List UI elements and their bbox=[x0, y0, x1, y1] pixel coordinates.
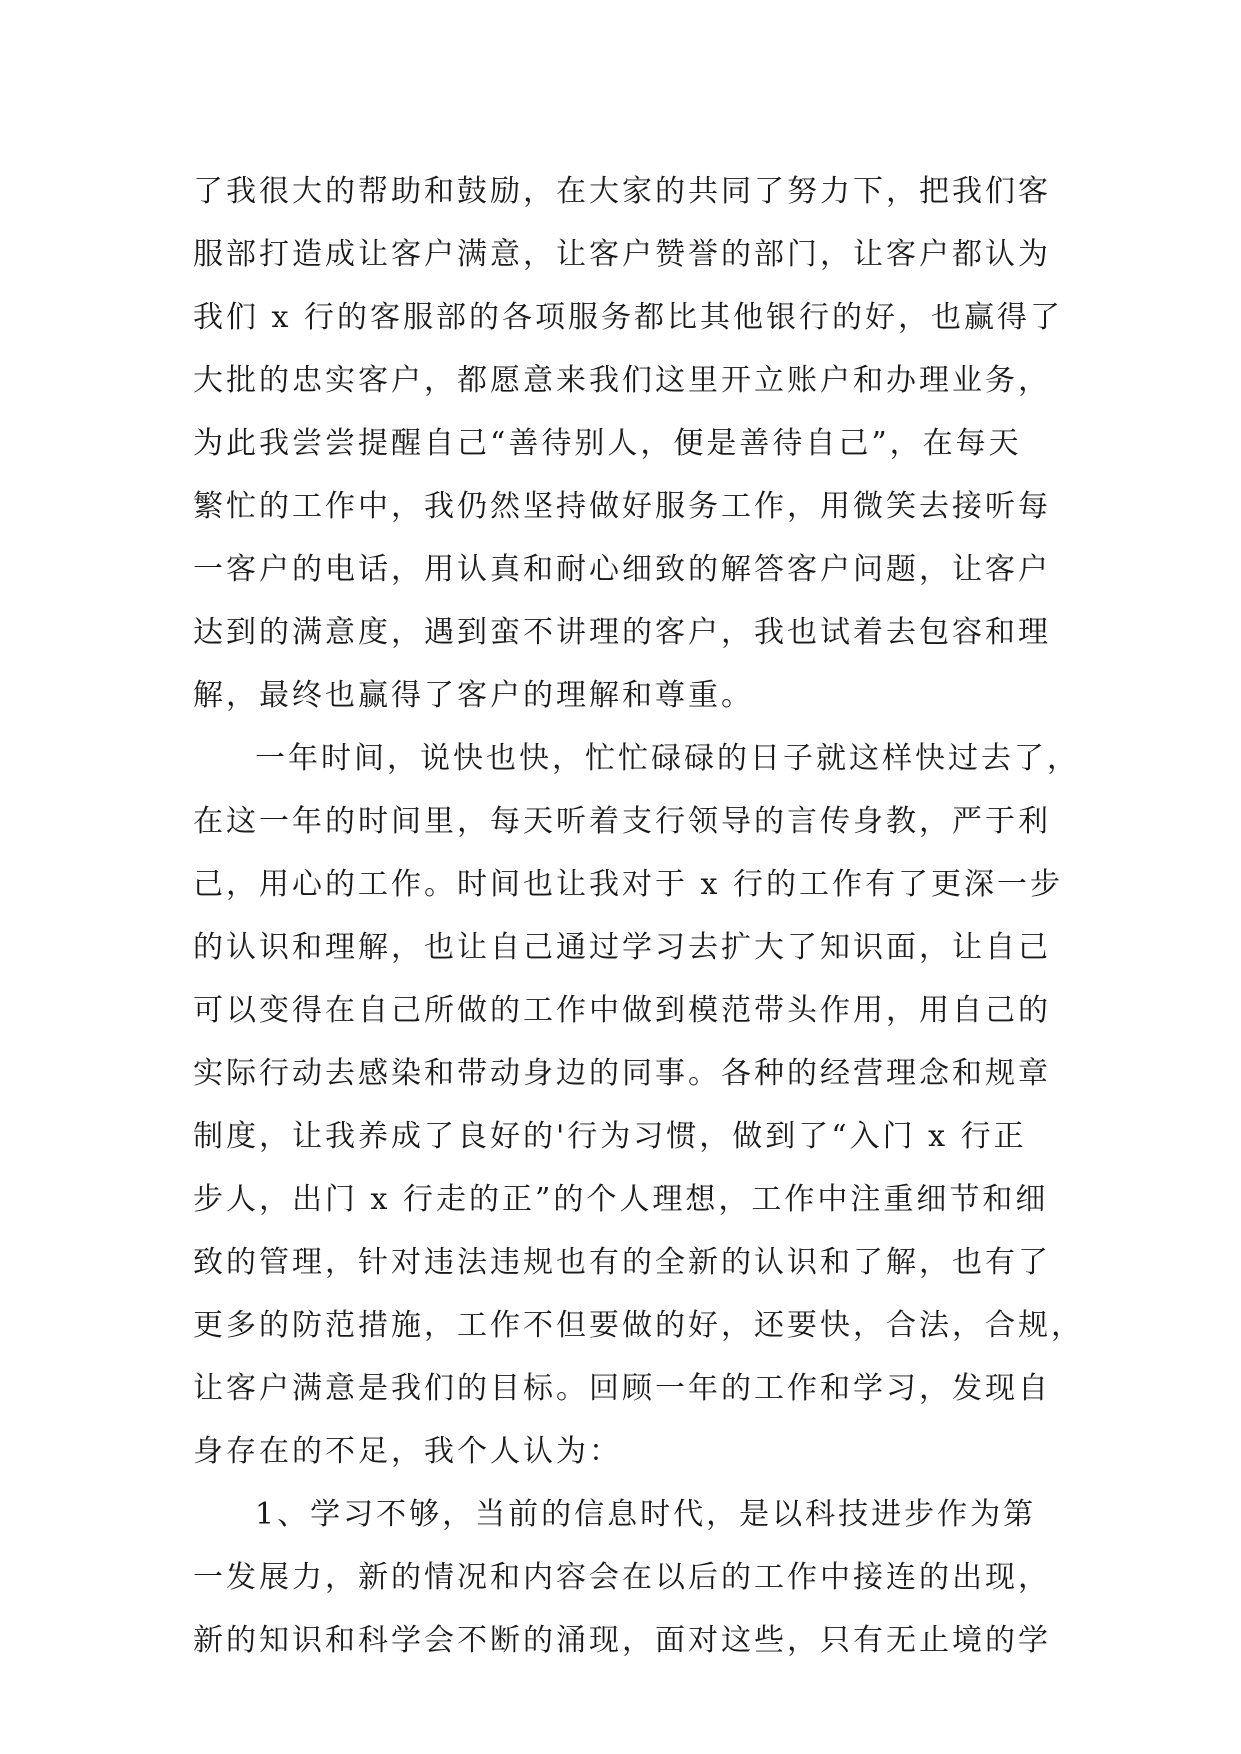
text-line: 让客户满意是我们的目标。回顾一年的工作和学习，发现自 bbox=[193, 1371, 1051, 1406]
text-line: 步人，出门 x 行走的正”的个人理想，工作中注重细节和细 bbox=[193, 1182, 1049, 1217]
text-line: 大批的忠实客户，都愿意来我们这里开立账户和办理业务， bbox=[193, 363, 1051, 398]
text-line: 的认识和理解，也让自己通过学习去扩大了知识面，让自己 bbox=[193, 930, 1051, 965]
paragraph-start-line: 1、学习不够，当前的信息时代，是以科技进步作为第 bbox=[255, 1497, 1037, 1532]
text-line: 更多的防范措施，工作不但要做的好，还要快，合法，合规， bbox=[193, 1308, 1084, 1343]
text-line: 新的知识和科学会不断的涌现，面对这些，只有无止境的学 bbox=[193, 1623, 1051, 1658]
text-line: 实际行动去感染和带动身边的同事。各种的经营理念和规章 bbox=[193, 1056, 1051, 1091]
text-line: 我们 x 行的客服部的各项服务都比其他银行的好，也赢得了 bbox=[193, 300, 1063, 335]
text-line: 解，最终也赢得了客户的理解和尊重。 bbox=[193, 678, 754, 713]
body-text bbox=[193, 160, 1084, 1672]
text-line: 达到的满意度，遇到蛮不讲理的客户，我也试着去包容和理 bbox=[193, 615, 1051, 650]
text-line: 可以变得在自己所做的工作中做到模范带头作用，用自己的 bbox=[193, 993, 1051, 1028]
text-line: 身存在的不足，我个人认为： bbox=[193, 1434, 622, 1469]
text-line: 己，用心的工作。时间也让我对于 x 行的工作有了更深一步 bbox=[193, 867, 1063, 902]
text-line: 一发展力，新的情况和内容会在以后的工作中接连的出现， bbox=[193, 1560, 1051, 1595]
text-line: 致的管理，针对违法违规也有的全新的认识和了解，也有了 bbox=[193, 1245, 1051, 1280]
text-line: 服部打造成让客户满意，让客户赞誉的部门，让客户都认为 bbox=[193, 237, 1051, 272]
text-line: 了我很大的帮助和鼓励，在大家的共同了努力下，把我们客 bbox=[193, 174, 1051, 209]
text-line: 在这一年的时间里，每天听着支行领导的言传身教，严于利 bbox=[193, 804, 1051, 839]
text-line: 制度，让我养成了良好的'行为习惯，做到了“入门 x 行正 bbox=[193, 1119, 1027, 1154]
text-line: 一客户的电话，用认真和耐心细致的解答客户问题，让客户 bbox=[193, 552, 1051, 587]
text-line: 繁忙的工作中，我仍然坚持做好服务工作，用微笑去接听每 bbox=[193, 489, 1051, 524]
text-line: 为此我尝尝提醒自己“善待别人，便是善待自己”，在每天 bbox=[193, 426, 1022, 461]
paragraph-start-line: 一年时间，说快也快，忙忙碌碌的日子就这样快过去了， bbox=[255, 741, 1080, 776]
